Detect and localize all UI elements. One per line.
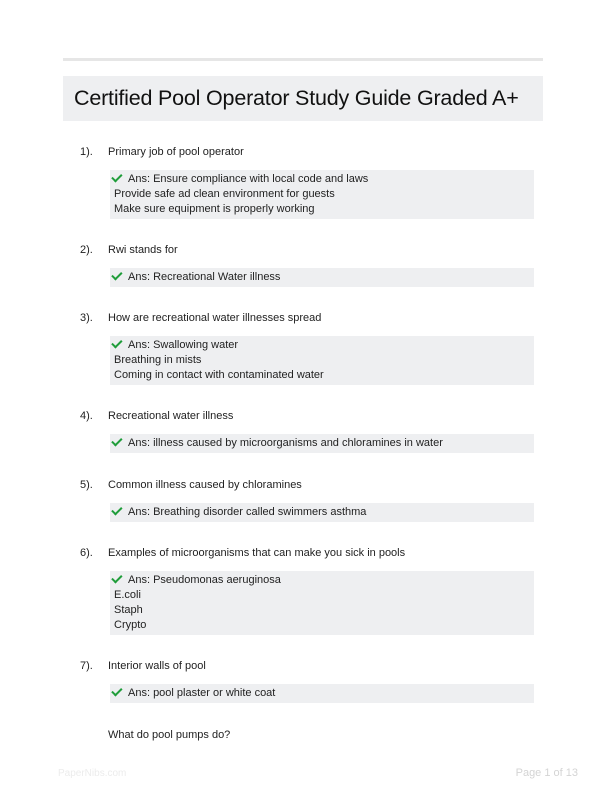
- question-number: 7).: [80, 660, 93, 672]
- question-text: How are recreational water illnesses spread: [108, 312, 322, 324]
- checkmark-icon: [111, 435, 122, 446]
- question-text: Rwi stands for: [108, 244, 178, 256]
- question-block-4: [80, 410, 540, 453]
- answer-line: Ans: Breathing disorder called swimmers asthma: [128, 506, 367, 518]
- question-block-3: [80, 312, 540, 385]
- question-number: 1).: [80, 146, 93, 158]
- question-text: Common illness caused by chloramines: [108, 479, 302, 491]
- checkmark-icon: [111, 504, 122, 515]
- page-indicator: Page 1 of 13: [515, 767, 578, 779]
- page-title: Certified Pool Operator Study Guide Graded A+: [74, 86, 519, 110]
- question-block-7: [80, 660, 540, 703]
- answer-line: Provide safe ad clean environment for guests: [114, 188, 335, 200]
- answer-line: Breathing in mists: [114, 354, 202, 366]
- answer-box: [110, 170, 534, 219]
- top-divider: [63, 58, 543, 61]
- answer-line: Crypto: [114, 619, 147, 631]
- checkmark-icon: [111, 572, 122, 583]
- answer-box: [110, 268, 534, 287]
- answer-line: Ans: Ensure compliance with local code and laws: [128, 173, 369, 185]
- answer-line: Ans: pool plaster or white coat: [128, 687, 276, 699]
- answer-line: Ans: Recreational Water illness: [128, 271, 281, 283]
- question-number: 3).: [80, 312, 93, 324]
- answer-line: E.coli: [114, 589, 141, 601]
- question-block-2: [80, 244, 540, 287]
- answer-line: Ans: illness caused by microorganisms and chloramines in water: [128, 437, 443, 449]
- answer-box: [110, 503, 534, 522]
- question-text: Examples of microorganisms that can make you sick in pools: [108, 547, 406, 559]
- question-block-6: [80, 547, 540, 635]
- question-number: 2).: [80, 244, 93, 256]
- footer-watermark: PaperNibs.com: [58, 768, 127, 779]
- answer-line: Coming in contact with contaminated water: [114, 369, 324, 381]
- checkmark-icon: [111, 269, 122, 280]
- answer-box: [110, 336, 534, 385]
- question-block-1: [80, 146, 540, 219]
- checkmark-icon: [111, 685, 122, 696]
- answer-box: [110, 571, 534, 635]
- answer-line: Staph: [114, 604, 143, 616]
- answer-line: Ans: Pseudomonas aeruginosa: [128, 574, 281, 586]
- question-text: Primary job of pool operator: [108, 146, 244, 158]
- answer-box: [110, 684, 534, 703]
- question-number: 5).: [80, 479, 93, 491]
- answer-box: [110, 434, 534, 453]
- checkmark-icon: [111, 337, 122, 348]
- checkmark-icon: [111, 171, 122, 182]
- question-block-5: [80, 479, 540, 522]
- answer-line: Ans: Swallowing water: [128, 339, 239, 351]
- question-number: 4).: [80, 410, 93, 422]
- trailing-question: What do pool pumps do?: [108, 729, 231, 741]
- answer-line: Make sure equipment is properly working: [114, 203, 315, 215]
- question-text: Recreational water illness: [108, 410, 234, 422]
- question-text: Interior walls of pool: [108, 660, 206, 672]
- title-banner: [63, 76, 543, 121]
- question-number: 6).: [80, 547, 93, 559]
